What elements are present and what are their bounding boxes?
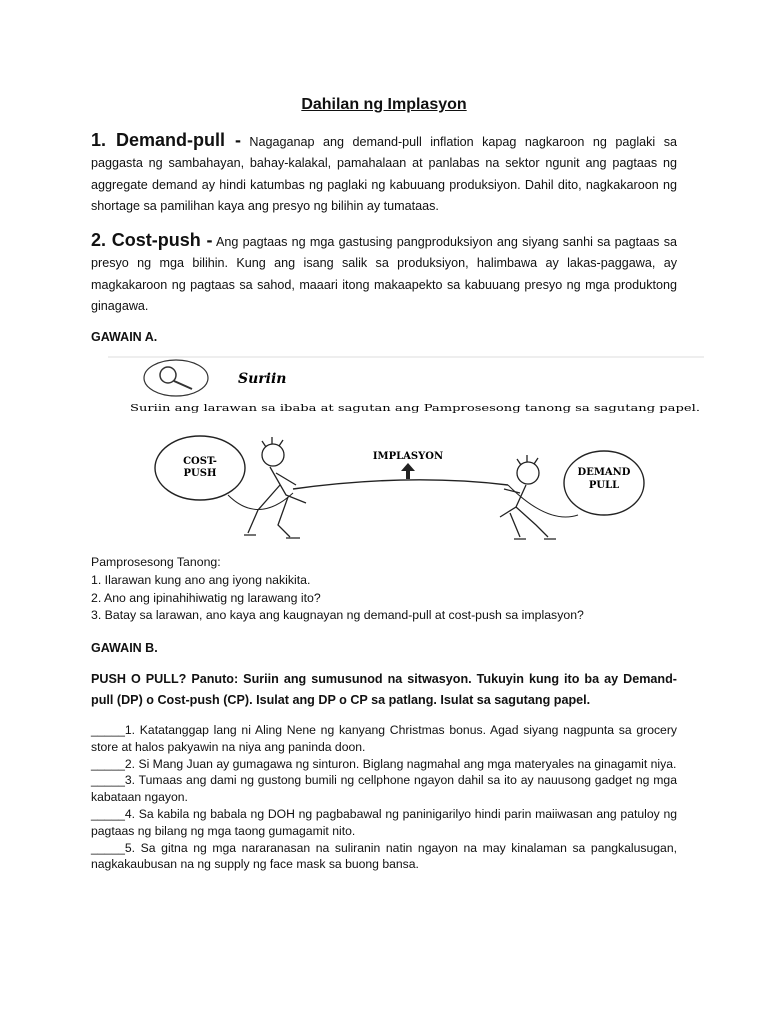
section-heading: 1. Demand-pull - xyxy=(91,130,241,150)
figure-instruction: Suriin ang larawan sa ibaba at sagutan ang Pamprosesong tanong sa sagutang papel. xyxy=(130,403,700,414)
section-cost-push xyxy=(91,230,677,317)
section-text: Ang pagtaas ng mga gastusing pangproduksiyon ang siyang sanhi sa pagtaas sa presyo ng mga bilihin. Kung ang isang salik sa produksiyon, halimbawa ay lakas-paggawa, ay magkakaroon ng pagtaas sa sahod, maaari itong makaapekto sa kabuuang presyo ng mga produktong ginagawa. xyxy=(91,235,677,313)
gawain-a-label: GAWAIN A. xyxy=(91,330,158,344)
gawain-b-label: GAWAIN B. xyxy=(91,641,158,655)
gawain-b-instruction: PUSH O PULL? Panuto: Suriin ang sumusunod na sitwasyon. Tukuyin kung ito ba ay Demand-pull (DP) o Cost-push (CP). Isulat ang DP o CP sa patlang. Isulat sa sagutang papel. xyxy=(91,672,677,707)
left-person-figure xyxy=(244,437,306,538)
section-heading: 2. Cost-push - xyxy=(91,230,213,250)
question-item: 2. Ano ang ipinahihiwatig ng larawang ito? xyxy=(91,590,321,605)
section-text: Nagaganap ang demand-pull inflation kapag nagkaroon ng paglaki sa paggasta ng sambahayan, bahay-kalakal, pamahalaan at panlabas na sektor ngunit ang pagtaas ng aggregate demand ay hindi katumbas ng paglaki ng kabuuang produksiyon. Dahil dito, nagkakaroon ng shortage sa pamilihan kaya ang presyo ng bilihin ay tumataas. xyxy=(91,135,677,213)
question-item: 1. Ilarawan kung ano ang iyong nakikita. xyxy=(91,572,311,587)
bubble-line: PUSH xyxy=(183,468,217,479)
cost-push-bubble xyxy=(155,436,245,500)
suriin-heading: Suriin xyxy=(238,371,287,387)
situation-item: _____5. Sa gitna ng mga nararanasan na suliranin natin ngayon na may kinalaman sa pangkalusugan, nagkakaubusan na ng supply ng face mask sa buong bansa. xyxy=(91,840,677,872)
question-item: 3. Batay sa larawan, ano kaya ang kaugnayan ng demand-pull at cost-push sa implasyon? xyxy=(91,608,584,623)
demand-pull-bubble xyxy=(564,451,644,515)
situation-list xyxy=(91,722,677,873)
questions-title: Pamprosesong Tanong: xyxy=(91,555,221,569)
bubble-line: DEMAND xyxy=(577,467,631,478)
implasyon-label: IMPLASYON xyxy=(372,451,444,462)
situation-item: _____2. Si Mang Juan ay gumagawa ng sinturon. Biglang nagmahal ang mga materyales na ginagamit niya. xyxy=(91,756,677,771)
magnifier-icon xyxy=(144,360,208,396)
up-arrow-icon xyxy=(401,463,415,479)
processing-questions xyxy=(91,554,584,625)
section-demand-pull xyxy=(91,130,677,217)
bubble-line: COST- xyxy=(183,456,217,467)
situation-item: _____1. Katatanggap lang ni Aling Nene ng kanyang Christmas bonus. Agad siyang nagpunta sa grocery store at halos pakyawin na niya ang paninda doon. xyxy=(91,723,677,754)
bubble-line: PULL xyxy=(588,480,620,491)
page-title: Dahilan ng Implasyon xyxy=(301,96,467,113)
tug-of-war-illustration xyxy=(108,355,704,543)
situation-item: _____4. Sa kabila ng babala ng DOH ng pagbabawal ng paninigarilyo hindi parin maiiwasan ang patuloy ng pagtaas ng bilang ng mga taong gumagamit nito. xyxy=(91,806,677,838)
situation-item: _____3. Tumaas ang dami ng gustong bumili ng cellphone ngayon dahil sa ito ay nauusong gadget ng mga kabataan ngayon. xyxy=(91,773,677,805)
right-person-figure xyxy=(500,455,556,539)
